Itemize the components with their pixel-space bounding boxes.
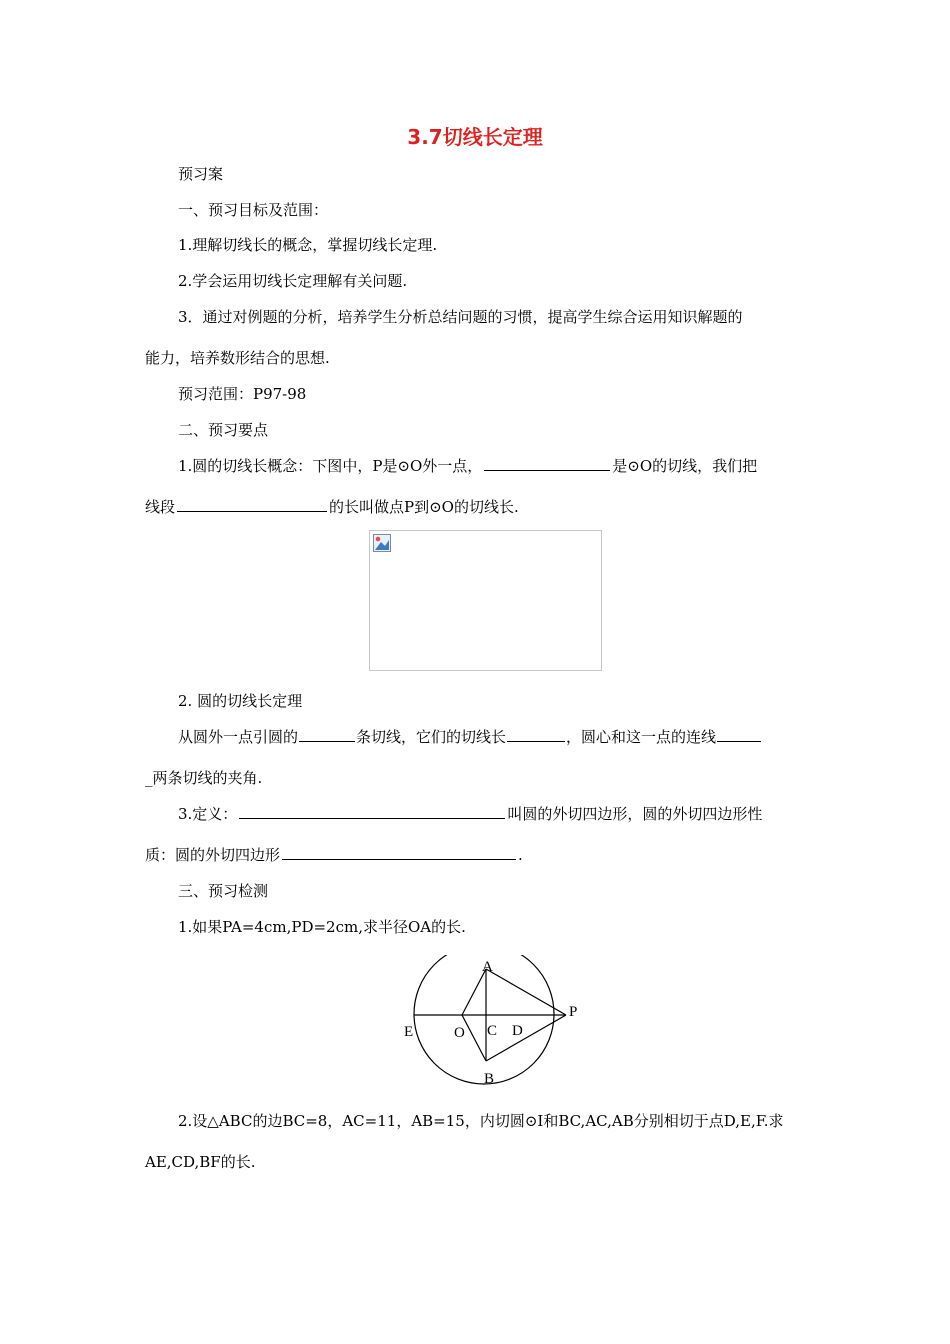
q3-text-c: 质：圆的外切四边形	[145, 846, 281, 864]
goal-2: 2.学会运用切线长定理解有关问题.	[178, 272, 408, 290]
goal-3-line-2: 能力，培养数形结合的思想.	[145, 349, 330, 367]
q2-blank-1[interactable]	[299, 727, 355, 742]
radius-ob	[462, 1015, 486, 1061]
question-2-title: 2. 圆的切线长定理	[178, 692, 303, 710]
preview-range: 预习范围：P97-98	[178, 385, 307, 403]
question-1-line-1	[178, 456, 757, 476]
label-p: P	[569, 1004, 578, 1020]
q3-text-b: 叫圆的外切四边形，圆的外切四边形性	[507, 805, 763, 823]
problem-2-line-1: 2.设△ABC的边BC=8，AC=11，AB=15，内切圆⊙I和BC,AC,AB分别相切于点D,E,F.求	[178, 1112, 784, 1130]
question-3-line-1	[178, 804, 762, 824]
problem-2-line-2: AE,CD,BF的长.	[145, 1153, 256, 1171]
page-title: 3.7切线长定理	[407, 125, 543, 149]
preview-heading: 预习案	[178, 165, 224, 183]
q3-blank-2[interactable]	[282, 845, 516, 860]
goal-1: 1.理解切线长的概念，掌握切线长定理.	[178, 236, 438, 254]
radius-oa	[462, 969, 486, 1015]
q3-text-d: .	[518, 846, 523, 864]
label-e: E	[404, 1024, 414, 1040]
label-c: C	[487, 1023, 498, 1039]
q2-blank-3[interactable]	[717, 727, 761, 742]
label-o: O	[454, 1025, 465, 1041]
label-d: D	[512, 1023, 523, 1039]
section-1-heading	[178, 200, 328, 220]
missing-figure-placeholder	[369, 530, 602, 671]
label-a: A	[482, 959, 493, 975]
goal-3-line-1: 3．通过对例题的分析，培养学生分析总结问题的习惯，提高学生综合运用知识解题的	[178, 308, 743, 326]
problem-1: 1.如果PA=4cm,PD=2cm,求半径OA的长.	[178, 918, 466, 936]
q1-blank-2[interactable]	[177, 497, 327, 512]
question-3-line-2	[145, 845, 523, 865]
q3-text-a: 3.定义：	[178, 805, 238, 823]
question-2-line-2: _两条切线的夹角.	[145, 769, 263, 787]
q1-text-b: 是⊙O的切线，我们把	[612, 457, 758, 475]
question-2-line-1	[178, 727, 762, 747]
q1-text-d: 的长叫做点P到⊙O的切线长.	[329, 498, 519, 516]
q2-text-a: 从圆外一点引圆的	[178, 728, 299, 746]
q2-text-c: ，圆心和这一点的连线	[566, 728, 717, 746]
tangent-circle-figure	[398, 955, 588, 1087]
broken-image-icon	[373, 534, 391, 552]
tangent-pb	[486, 1015, 566, 1061]
q1-text-c: 线段	[145, 498, 176, 516]
q1-blank-1[interactable]	[484, 456, 610, 471]
section-3-heading: 三、预习检测	[178, 882, 269, 900]
tangent-pa	[486, 969, 566, 1015]
q2-blank-2[interactable]	[507, 727, 565, 742]
question-1-line-2	[145, 497, 519, 517]
q1-text-a: 1.圆的切线长概念：下图中，P是⊙O外一点，	[178, 457, 483, 475]
section-1-text: 一、预习目标及范围：	[178, 201, 329, 219]
q2-text-b: 条切线，它们的切线长	[356, 728, 507, 746]
q3-blank-1[interactable]	[239, 804, 505, 819]
label-b: B	[484, 1071, 495, 1087]
section-2-heading: 二、预习要点	[178, 421, 269, 439]
